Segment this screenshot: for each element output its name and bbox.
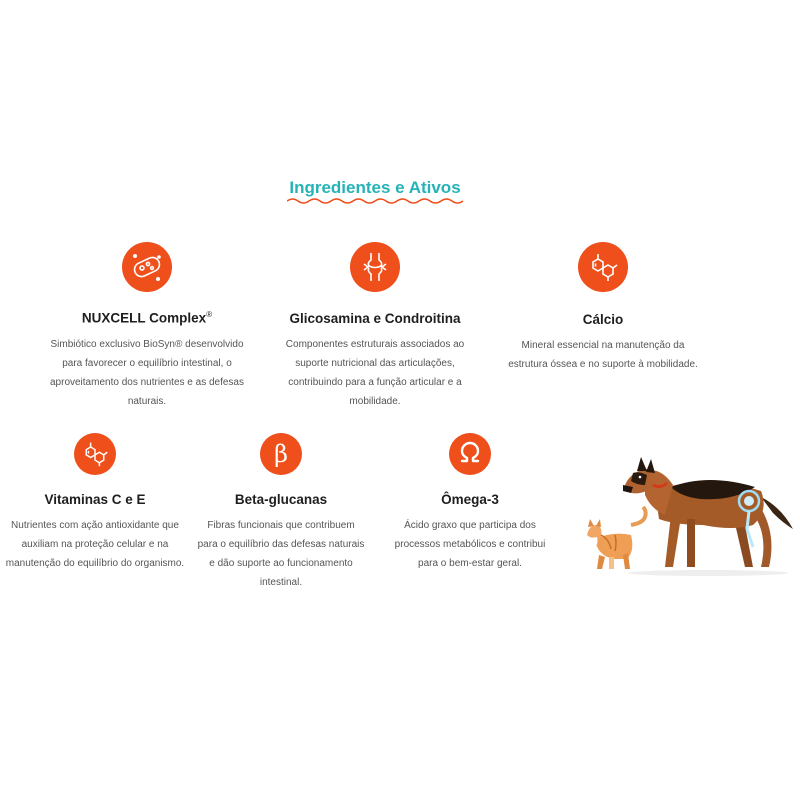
ingredient-title: Cálcio	[582, 312, 624, 327]
ingredient-glicosamina	[275, 242, 475, 411]
ingredient-title: Vitaminas C e E	[44, 492, 146, 507]
wave-divider	[287, 197, 464, 205]
omega-icon	[449, 433, 491, 475]
ingredient-title: Ômega-3	[441, 492, 499, 507]
section-heading: Ingredientes e Ativos	[289, 178, 461, 197]
ingredient-title: NUXCELL Complex®	[81, 310, 213, 326]
ingredient-calcio	[503, 242, 703, 374]
ingredient-betaglucanas	[196, 433, 366, 592]
ingredient-description: Fibras funcionais que contribuem para o equilíbrio das defesas naturais e dão suporte ao funcionamento intestinal.	[197, 520, 365, 588]
ingredient-description: Mineral essencial na manutenção da estrutura óssea e no suporte à mobilidade.	[508, 340, 698, 370]
ingredient-description: Componentes estruturais associados ao suporte nutricional das articulações, contribuindo para a função articular e a mobilidade.	[285, 339, 465, 407]
ingredient-omega3	[385, 433, 555, 573]
dog-and-cat-image	[583, 455, 798, 580]
ingredient-description: Nutrientes com ação antioxidante que auxiliam na proteção celular e na manutenção do equilíbrio do organismo.	[5, 520, 185, 569]
joint-icon	[350, 242, 400, 292]
beta-icon: β	[260, 433, 302, 475]
ingredient-nuxcell	[47, 242, 247, 411]
molecule-icon	[578, 242, 628, 292]
molecule-icon	[74, 433, 116, 475]
ingredient-description: Ácido graxo que participa dos processos metabólicos e contribui para o bem-estar geral.	[394, 520, 546, 569]
ingredient-title: Glicosamina e Condroitina	[289, 311, 461, 326]
ingredient-vitaminas	[0, 433, 190, 573]
ingredient-description: Simbiótico exclusivo BioSyn® desenvolvido para favorecer o equilíbrio intestinal, o aproveitamento dos nutrientes e as defesas naturais.	[49, 338, 244, 407]
bacteria-icon	[122, 242, 172, 292]
ingredient-title: Beta-glucanas	[234, 492, 328, 507]
